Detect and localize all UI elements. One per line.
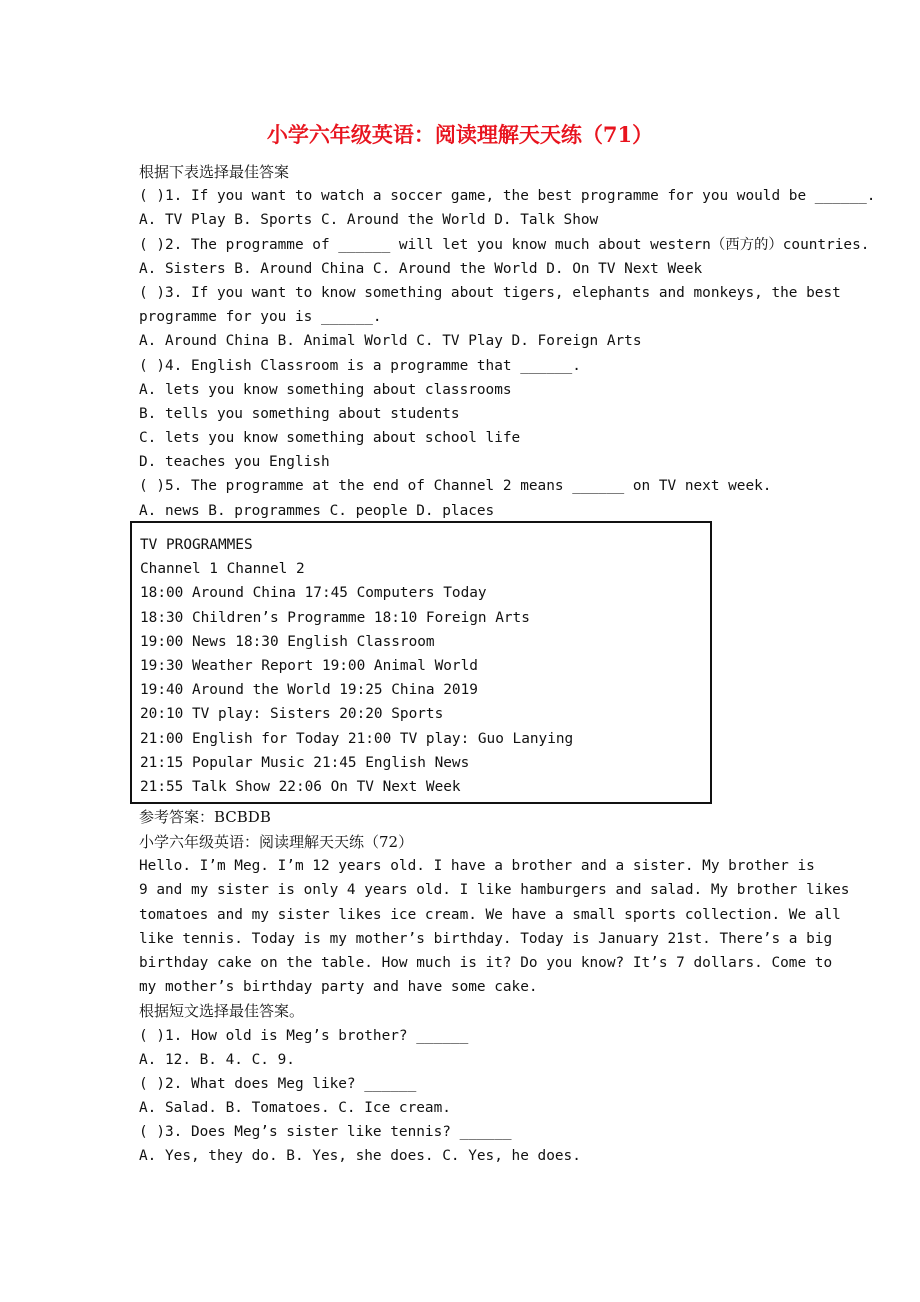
section1-instruction: 根据下表选择最佳答案 [139,163,290,181]
passage-line: my mother’s birthday party and have some cake. [139,979,538,996]
tv-schedule-row: 19:40 Around the World 19:25 China 2019 [140,682,478,699]
question-line: A. Salad. B. Tomatoes. C. Ice cream. [139,1100,451,1117]
passage-line: birthday cake on the table. How much is it? Do you know? It’s 7 dollars. Come to [139,954,833,971]
tv-schedule-row: 18:30 Children’s Programme 18:10 Foreign Arts [140,609,530,626]
passage-line: like tennis. Today is my mother’s birthday. Today is January 21st. There’s a big [139,930,833,947]
question-line: ( )4. English Classroom is a programme that ______. [139,357,581,374]
passage-line: tomatoes and my sister likes ice cream. We have a small sports collection. We all [139,906,841,923]
question-line: ( )5. The programme at the end of Channel 2 means ______ on TV next week. [139,478,772,495]
question-line: D. teaches you English [139,454,330,471]
section2-instruction: 根据短文选择最佳答案。 [139,1002,305,1021]
question-line: A. Sisters B. Around China C. Around the World D. On TV Next Week [139,260,703,277]
question-line: ( )3. If you want to know something about tigers, elephants and monkeys, the best [139,284,841,301]
tv-schedule-row: 20:10 TV play: Sisters 20:20 Sports [140,706,444,723]
tv-box-heading: TV PROGRAMMES [140,537,253,553]
question-line: A. TV Play B. Sports C. Around the World D. Talk Show [139,212,599,229]
question-line: ( )1. How old is Meg’s brother? ______ [139,1027,469,1044]
question-line: programme for you is ______. [139,309,382,326]
question-line: A. Yes, they do. B. Yes, she does. C. Yes, he does. [139,1148,581,1165]
passage-line: Hello. I’m Meg. I’m 12 years old. I have a brother and a sister. My brother is [139,858,815,875]
tv-programmes-box [130,521,712,804]
question-line: ( )2. What does Meg like? ______ [139,1075,417,1092]
question-line: ( )3. Does Meg’s sister like tennis? ______ [139,1124,512,1141]
tv-schedule-row: 21:00 English for Today 21:00 TV play: Guo Lanying [140,730,574,747]
question-line: C. lets you know something about school life [139,430,521,447]
tv-schedule-row: 18:00 Around China 17:45 Computers Today [140,585,487,602]
tv-schedule-row: 19:30 Weather Report 19:00 Animal World [140,657,478,674]
question-line: A. 12. B. 4. C. 9. [139,1051,295,1068]
question-line: ( )2. The programme of ______ will let you know much about western（西方的）countries. [139,236,870,253]
page-title: 小学六年级英语：阅读理解天天练（71） [266,122,654,147]
section2-title: 小学六年级英语：阅读理解天天练（72） [139,833,414,851]
question-line: A. news B. programmes C. people D. places [139,502,495,519]
tv-schedule-row: 21:15 Popular Music 21:45 English News [140,754,470,771]
question-line: ( )1. If you want to watch a soccer game, the best programme for you would be ______. [139,188,876,205]
tv-schedule-row: 19:00 News 18:30 English Classroom [140,633,435,650]
tv-box-channels: Channel 1 Channel 2 [140,561,305,578]
question-line: B. tells you something about students [139,405,460,422]
question-line: A. lets you know something about classrooms [139,381,512,398]
question-line: A. Around China B. Animal World C. TV Play D. Foreign Arts [139,333,642,350]
passage-line: 9 and my sister is only 4 years old. I like hamburgers and salad. My brother likes [139,882,850,899]
answer-key: 参考答案：BCBDB [139,808,271,826]
section2 [139,830,850,1169]
section1 [139,160,876,523]
tv-schedule-row: 21:55 Talk Show 22:06 On TV Next Week [140,778,461,795]
